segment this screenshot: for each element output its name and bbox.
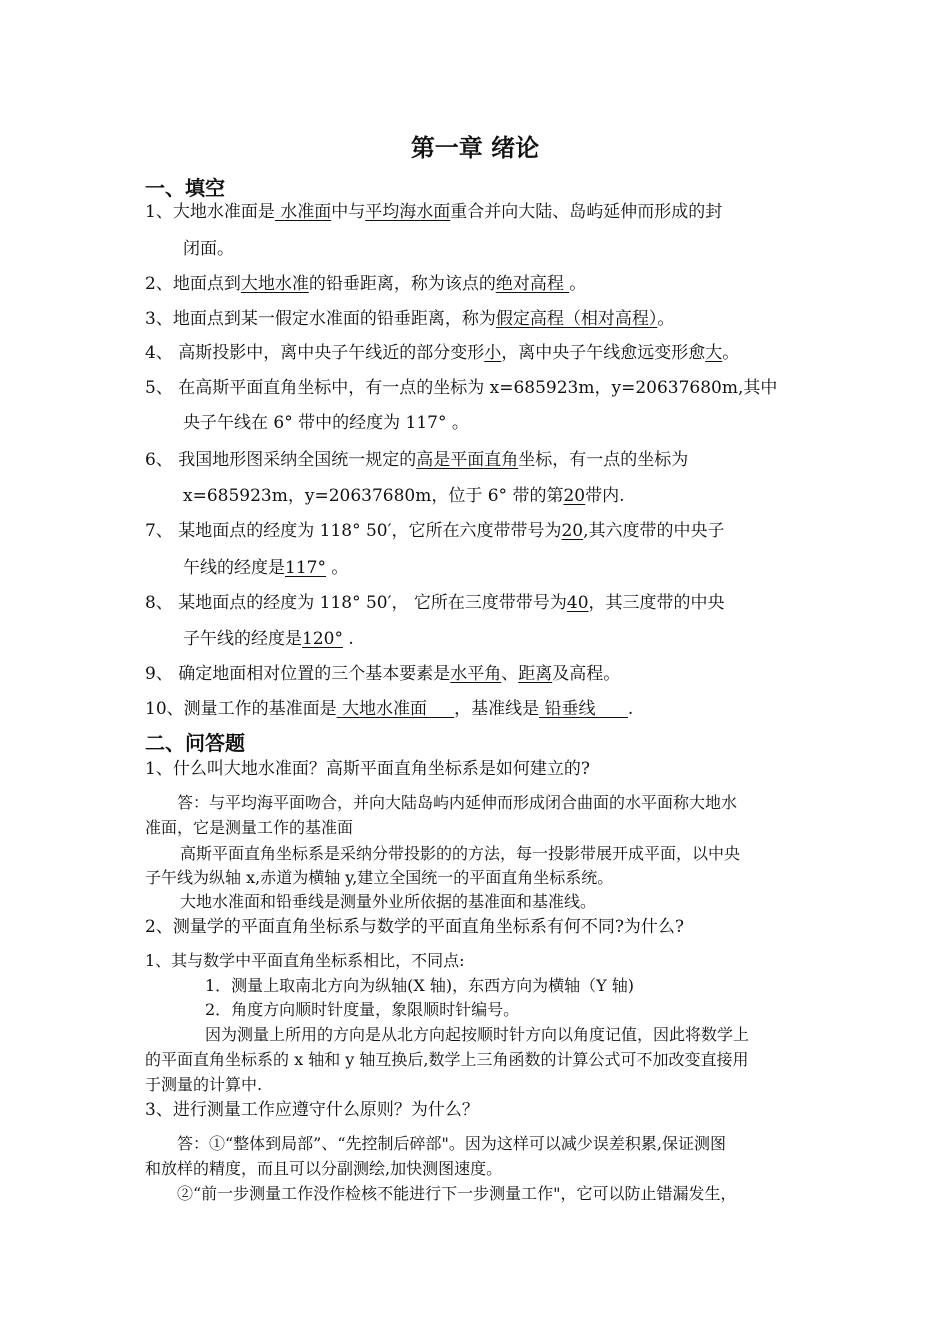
answer-blank: 平均海水面 [365,202,451,222]
answer-blank: 绝对高程 [495,274,570,294]
answer-blank: 铅垂线 [539,699,628,719]
qa-answer-1-line: 高斯平面直角坐标系是采纳分带投影的的方法，每一投影带展开成平面，以中央 [180,844,741,863]
answer-blank: 20 [561,521,584,541]
question-6-line-2: x=685923m，y=20637680m，位于 6° 带的第20带内. [183,486,625,506]
answer-blank: 假定高程（相对高程） [495,309,658,329]
question-8-line-1: 8、 某地面点的经度为 118° 50′， 它所在三度带带号为40，其三度带的中央 [145,593,725,613]
chapter-title: 第一章 绪论 [410,134,540,162]
answer-blank: 水平角 [450,664,502,684]
answer-blank: 大 [705,343,723,363]
answer-blank: 120° [302,629,343,649]
section-heading-fill-blank: 一、填空 [145,176,225,200]
answer-blank: 117° [285,558,326,578]
qa-answer-2-line: 的平面直角坐标系的 x 轴和 y 轴互换后,数学上三角函数的计算公式可不加改变直接用 [145,1050,749,1069]
question-9: 9、 确定地面相对位置的三个基本要素是水平角、距离及高程。 [145,664,621,684]
qa-answer-1-line: 准面，它是测量工作的基准面 [145,818,354,837]
qa-answer-2-line: 于测量的计算中. [145,1075,263,1094]
answer-blank: 大地水准面 [336,699,455,719]
answer-blank: 小 [484,343,502,363]
qa-answer-1-line: 大地水准面和铅垂线是测量外业所依据的基准面和基准线。 [180,892,597,911]
question-1-line-2: 闭面。 [183,239,234,259]
question-7-line-2: 午线的经度是117° 。 [183,558,349,578]
question-4: 4、 高斯投影中，离中央子午线近的部分变形小，离中央子午线愈远变形愈大。 [145,343,740,363]
qa-answer-3-line: 答：①“整体到局部”、“先控制后碎部"。因为这样可以减少误差积累,保证测图 [177,1134,726,1153]
question-3: 3、地面点到某一假定水准面的铅垂距离，称为假定高程（相对高程）。 [145,309,675,329]
qa-question-2: 2、测量学的平面直角坐标系与数学的平面直角坐标系有何不同?为什么? [145,917,685,937]
answer-blank: 距离 [518,664,553,684]
question-5-line-2: 央子午线在 6° 带中的经度为 117° 。 [183,413,469,433]
question-10: 10、测量工作的基准面是 大地水准面 ，基准线是 铅垂线 . [145,699,634,719]
qa-question-3: 3、进行测量工作应遵守什么原则？为什么？ [145,1100,479,1120]
qa-answer-2-line: 1．测量上取南北方向为纵轴(X 轴)，东西方向为横轴（Y 轴) [205,976,635,995]
qa-answer-1-line: 子午线为纵轴 x,赤道为横轴 y,建立全国统一的平面直角坐标系统。 [145,868,614,887]
qa-answer-2-line: 因为测量上所用的方向是从北方向起按顺时针方向以角度记值，因此将数学上 [205,1025,750,1044]
question-1-line-1: 1、大地水准面是 水准面中与平均海水面重合并向大陆、岛屿延伸而形成的封 [145,202,723,222]
answer-blank: 20 [563,486,586,506]
qa-answer-2-line: 2．角度方向顺时针度量，象限顺时针编号。 [205,1000,520,1019]
answer-blank: 水准面 [274,202,332,222]
qa-answer-3-line: 和放样的精度，而且可以分副测绘,加快测图速度。 [145,1159,503,1178]
qa-answer-3-line: ②“前一步测量工作没作检核不能进行下一步测量工作"，它可以防止错漏发生， [177,1184,737,1203]
section-heading-qa: 二、问答题 [145,731,245,755]
question-2: 2、地面点到大地水准的铅垂距离，称为该点的绝对高程 。 [145,274,587,294]
qa-answer-1-line: 答：与平均海平面吻合，并向大陆岛屿内延伸而形成闭合曲面的水平面称大地水 [177,793,738,812]
qa-question-1: 1、什么叫大地水准面？高斯平面直角坐标系是如何建立的? [145,759,590,779]
qa-answer-2-line: 1、其与数学中平面直角坐标系相比，不同点: [145,951,465,970]
question-7-line-1: 7、 某地面点的经度为 118° 50′，它所在六度带带号为20,其六度带的中央子 [145,521,725,541]
answer-blank: 高是平面直角 [416,450,519,470]
question-8-line-2: 子午线的经度是120° . [183,629,354,649]
question-6-line-1: 6、 我国地形图采纳全国统一规定的高是平面直角坐标，有一点的坐标为 [145,450,689,470]
answer-blank: 40 [566,593,589,613]
answer-blank: 大地水准 [240,274,309,294]
question-5-line-1: 5、 在高斯平面直角坐标中，有一点的坐标为 x=685923m，y=20637680m,其中 [145,378,778,398]
